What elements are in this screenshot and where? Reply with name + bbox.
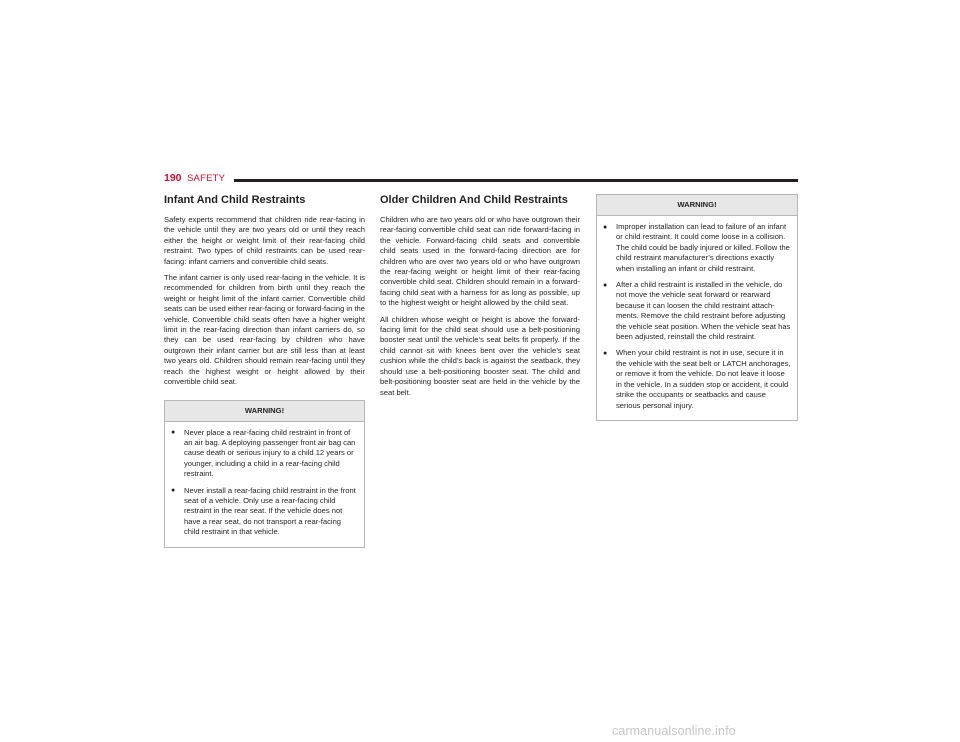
- warning-box: [596, 194, 798, 421]
- older-children-heading: Older Children And Child Restraints: [380, 194, 568, 206]
- paragraph: Safety experts recommend that children ride rear-facing in the vehicle until they are two years old or until they reach either the height or weight limit of their rear-facing child restraint. Two types of child restraints can be used rear-facing: infant carriers and convertible child seats.: [164, 215, 365, 266]
- section-title: SAFETY: [187, 172, 226, 184]
- bullet-icon: ●: [603, 349, 608, 357]
- paragraph: The infant carrier is only used rear-facing in the vehicle. It is recommended for children from birth until they reach the weight or height limit of the infant carrier. Convertible child seats can be used either rear-facing or forward-facing in the vehicle. Convertible child seats often have a higher weight limit in the rear-facing direction than infant carriers do, so they can be used rear-facing by children who have outgrown their infant carrier but are still less than at least two years old. Children should remain rear-facing until they reach the highest weight or height allowed by their convertible child seat.: [164, 273, 365, 387]
- warning-text: When your child restraint is not in use, secure it in the vehicle with the seat belt or LATCH anchorages, or remove it from the vehicle. Do not leave it loose in the vehicle. In a sudden stop or accident, it could strike the occupants or seatbacks and cause serious personal injury.: [616, 348, 791, 410]
- warning-title: WARNING!: [165, 401, 364, 422]
- infant-restraints-heading: Infant And Child Restraints: [164, 194, 306, 206]
- warning-title: WARNING!: [597, 195, 797, 216]
- warning-item: [603, 280, 791, 342]
- warning-box: [164, 400, 365, 548]
- bullet-icon: ●: [603, 281, 608, 289]
- warning-text: After a child restraint is installed in the vehicle, do not move the vehicle seat forward or rearward because it can loosen the child restraint attach-ments. Remove the child restraint before adjusting the vehicle seat position. When the vehicle seat has been adjusted, reinstall the child restraint.: [616, 280, 791, 342]
- bullet-icon: ●: [603, 223, 608, 231]
- warning-item: [603, 222, 791, 274]
- warning-item: [171, 428, 358, 480]
- header-rule: [234, 179, 798, 182]
- column-1: [164, 194, 365, 548]
- warning-text: Never place a rear-facing child restraint in front of an air bag. A deploying passenger front air bag can cause death or serious injury to a child 12 years or younger, including a child in a rear-facing child restraint.: [184, 427, 356, 479]
- warning-text: Never install a rear-facing child restraint in the front seat of a vehicle. Only use a rear-facing child restraint in the rear seat. If the vehicle does not have a rear seat, do not transport a rear-facing child restraint in that vehicle.: [184, 485, 356, 537]
- bullet-icon: ●: [171, 429, 176, 436]
- page-header: [164, 172, 798, 186]
- paragraph: Children who are two years old or who have outgrown their rear-facing convertible child seat can ride forward-facing in the vehicle. Forward-facing child seats and convertible child seats used in the forward-facing direction are for children who are over two years old or who have outgrown the rear-facing weight or height limit of their rear-facing convertible child seat. Children should remain in a forward-facing child seat with a harness for as long as possible, up to the highest weight or height allowed by the child seat.: [380, 215, 580, 308]
- watermark: carmanualsonline.info: [612, 724, 736, 738]
- warning-item: [603, 348, 791, 410]
- warning-item: [171, 486, 358, 538]
- paragraph: All children whose weight or height is above the forward-facing limit for the child seat should use a belt-positioning booster seat until the vehicle’s seat belts fit properly. If the child cannot sit with knees bent over the vehicle’s seat cushion while the child’s back is against the seatback, they should use a belt-positioning booster seat. The child and belt-positioning booster seat are held in the vehicle by the seat belt.: [380, 314, 580, 397]
- warning-text: Improper installation can lead to failure of an infant or child restraint. It could come loose in a collision. The child could be badly injured or killed. Follow the child restraint manufacturer’s directions exactly when installing an infant or child restraint.: [616, 222, 790, 273]
- bullet-icon: ●: [171, 487, 176, 495]
- column-2: [380, 194, 580, 404]
- page-number: 190: [164, 172, 182, 184]
- column-3: [596, 194, 798, 421]
